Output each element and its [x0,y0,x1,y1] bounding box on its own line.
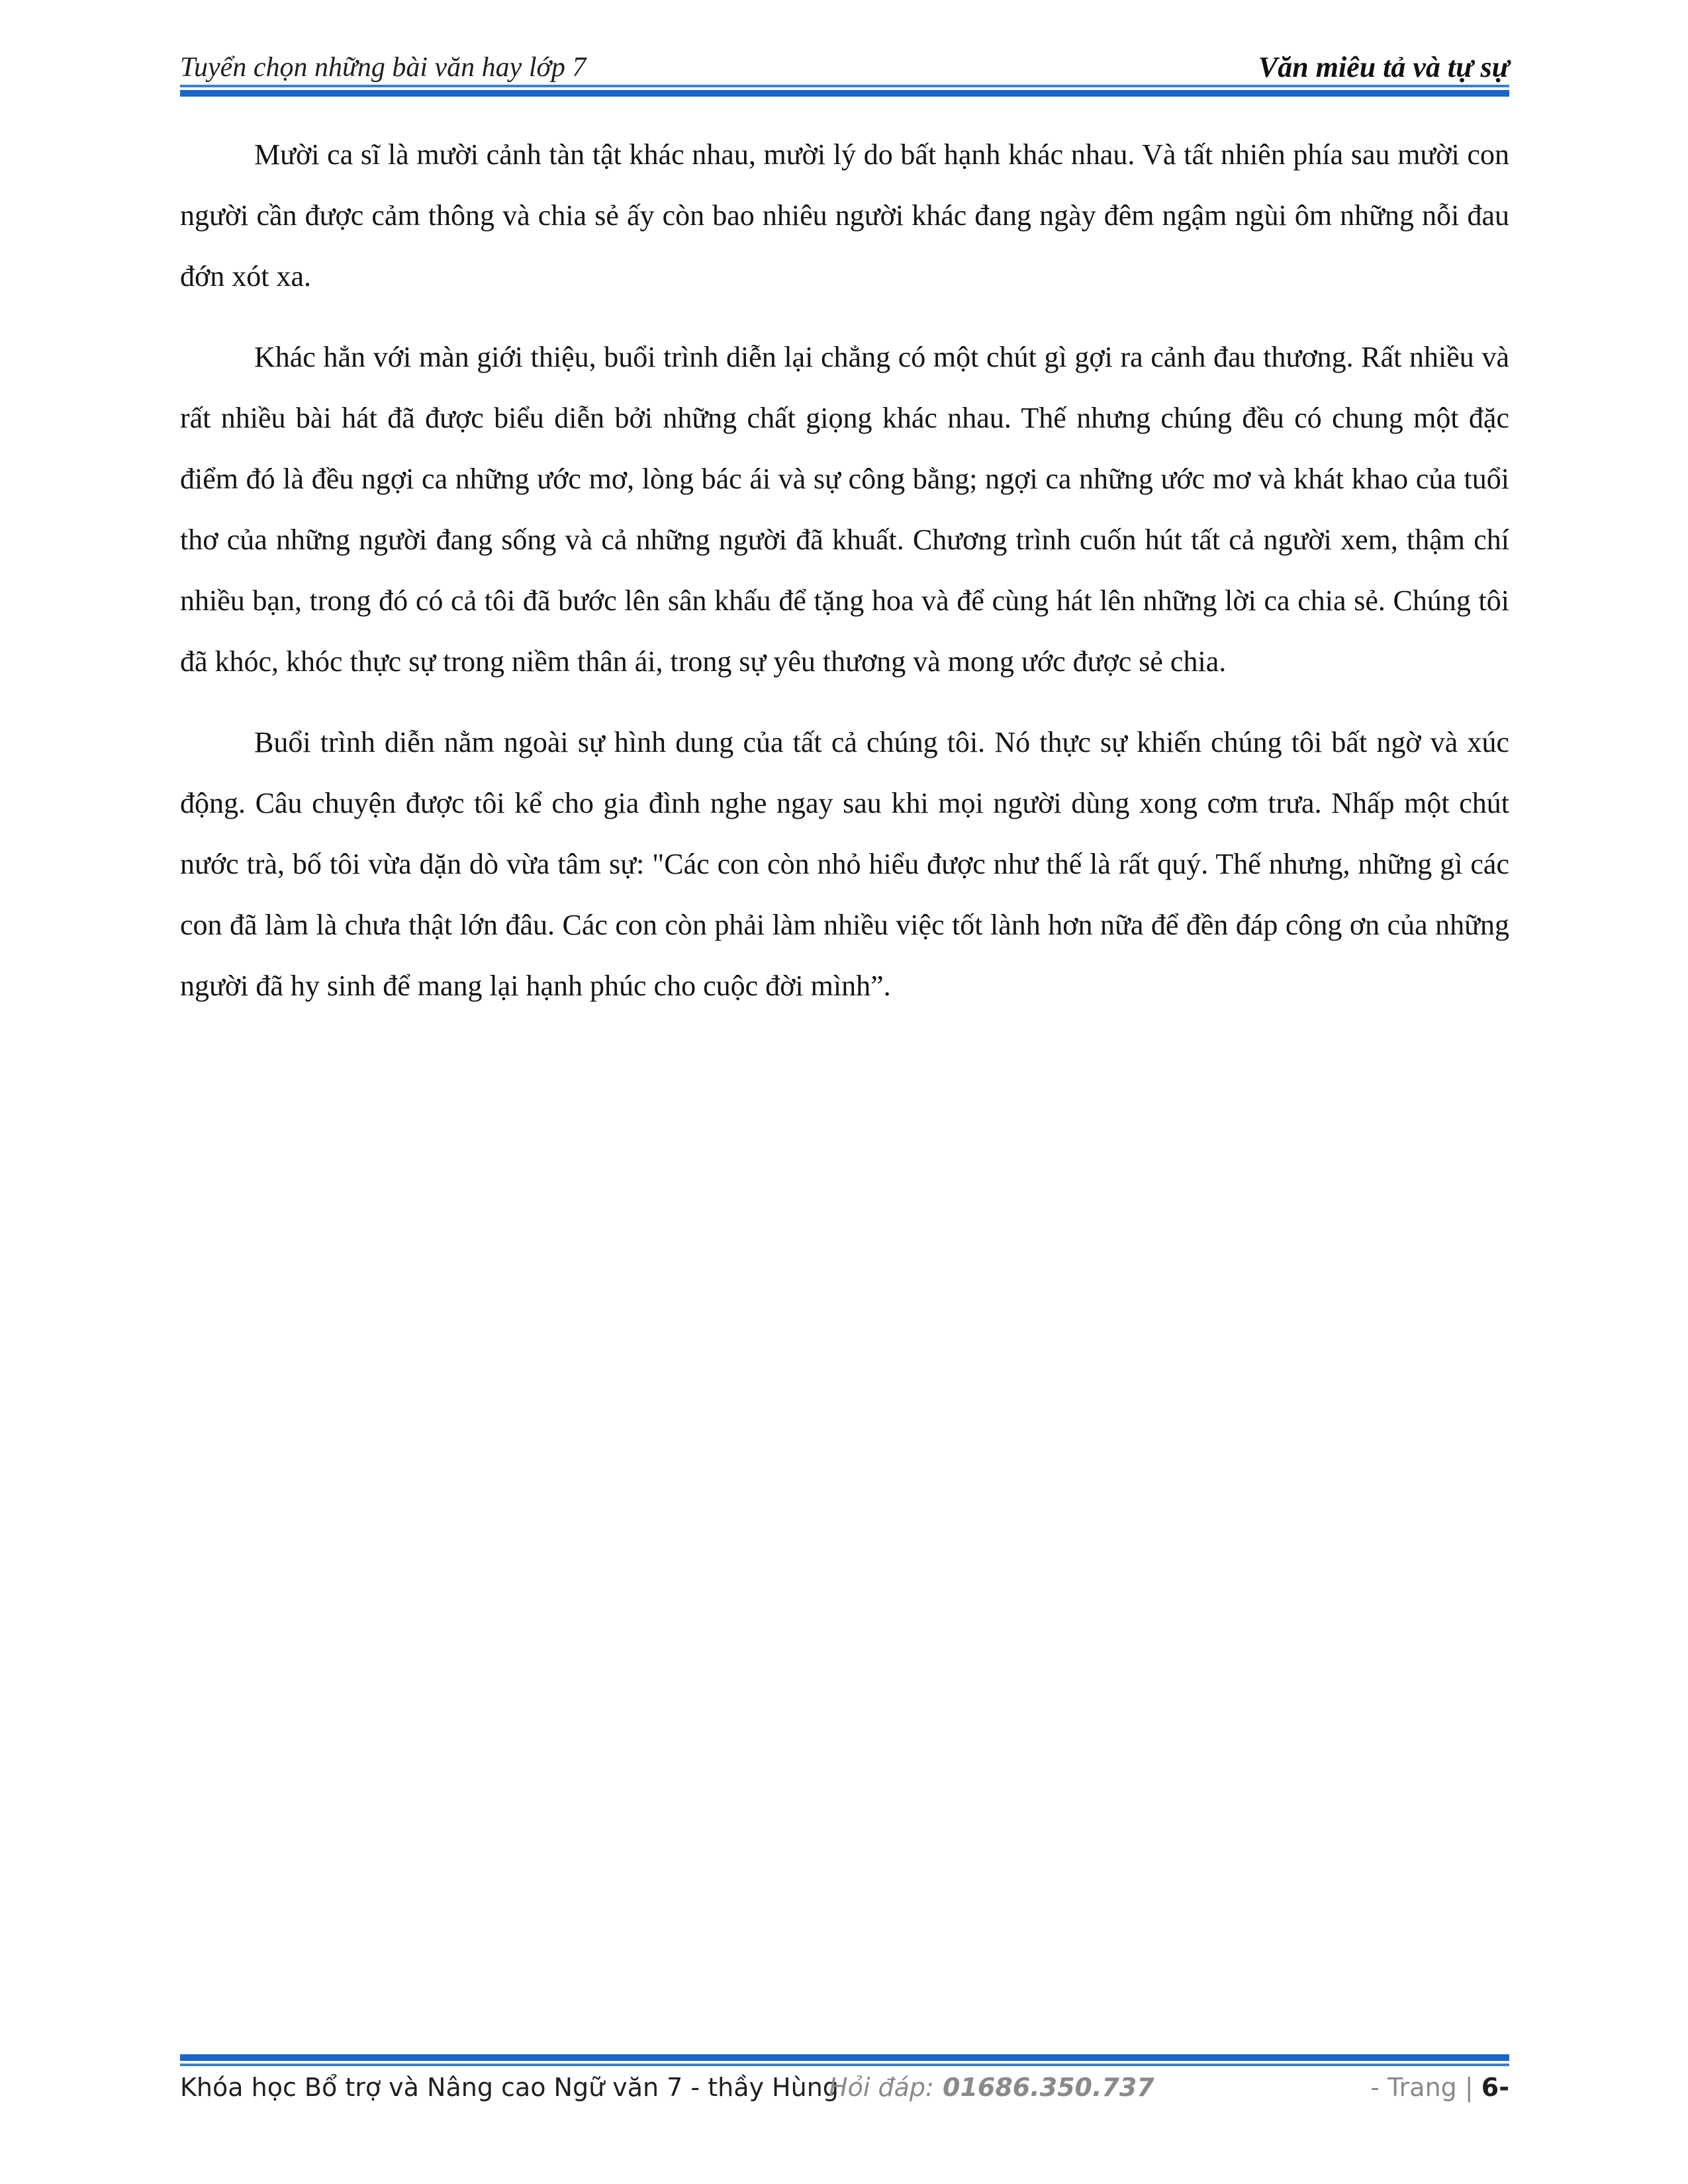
footer-page-prefix: - Trang | [1370,2073,1474,2102]
footer-page-indicator [1370,2073,1509,2102]
header-divider-thin [180,85,1509,87]
footer-divider-thick [180,2054,1509,2061]
header-book-title: Tuyển chọn những bài văn hay lớp 7 [180,52,586,83]
document-body [180,124,1509,1036]
header-divider-thick [180,90,1509,97]
body-paragraph-2: Khác hẳn với màn giới thiệu, buổi trình diễn lại chẳng có một chút gì gợi ra cảnh đau thương. Rất nhiều và rất nhiều bài hát đã được biểu diễn bởi những chất giọng khác nhau. Thế nhưng chúng đều có chung một đặc điểm đó là đều ngợi ca những ước mơ, lòng bác ái và sự công bằng; ngợi ca những ước mơ và khát khao của tuổi thơ của những người đang sống và cả những người đã khuất. Chương trình cuốn hút tất cả người xem, thậm chí nhiều bạn, trong đó có cả tôi đã bước lên sân khấu để tặng hoa và để cùng hát lên những lời ca chia sẻ. Chúng tôi đã khóc, khóc thực sự trong niềm thân ái, trong sự yêu thương và mong ước được sẻ chia. [180,341,1509,678]
footer-divider-thin [180,2064,1509,2066]
body-paragraph-3: Buổi trình diễn nằm ngoài sự hình dung của tất cả chúng tôi. Nó thực sự khiến chúng tôi bất ngờ và xúc động. Câu chuyện được tôi kể cho gia đình nghe ngay sau khi mọi người dùng xong cơm trưa. Nhấp một chút nước trà, bố tôi vừa dặn dò vừa tâm sự: "Các con còn nhỏ hiểu được như thế là rất quý. Thế nhưng, những gì các con đã làm là chưa thật lớn đâu. Các con còn phải làm nhiều việc tốt lành hơn nữa để đền đáp công ơn của những người đã hy sinh để mang lại hạnh phúc cho cuộc đời mình”. [180,726,1509,1002]
footer-hotline [829,2073,1154,2102]
footer-course-title: Khóa học Bổ trợ và Nâng cao Ngữ văn 7 - thầy Hùng [180,2073,839,2102]
body-paragraph-1: Mười ca sĩ là mười cảnh tàn tật khác nhau, mười lý do bất hạnh khác nhau. Và tất nhiên phía sau mười con người cần được cảm thông và chia sẻ ấy còn bao nhiêu người khác đang ngày đêm ngậm ngùi ôm những nỗi đau đớn xót xa. [180,138,1509,293]
footer-hotline-number: 01686.350.737 [943,2073,1154,2102]
page-footer [180,2073,1509,2113]
header-section-title: Văn miêu tả và tự sự [1258,51,1509,83]
footer-page-number: 6- [1481,2073,1509,2102]
footer-hotline-label: Hỏi đáp: [829,2073,934,2102]
